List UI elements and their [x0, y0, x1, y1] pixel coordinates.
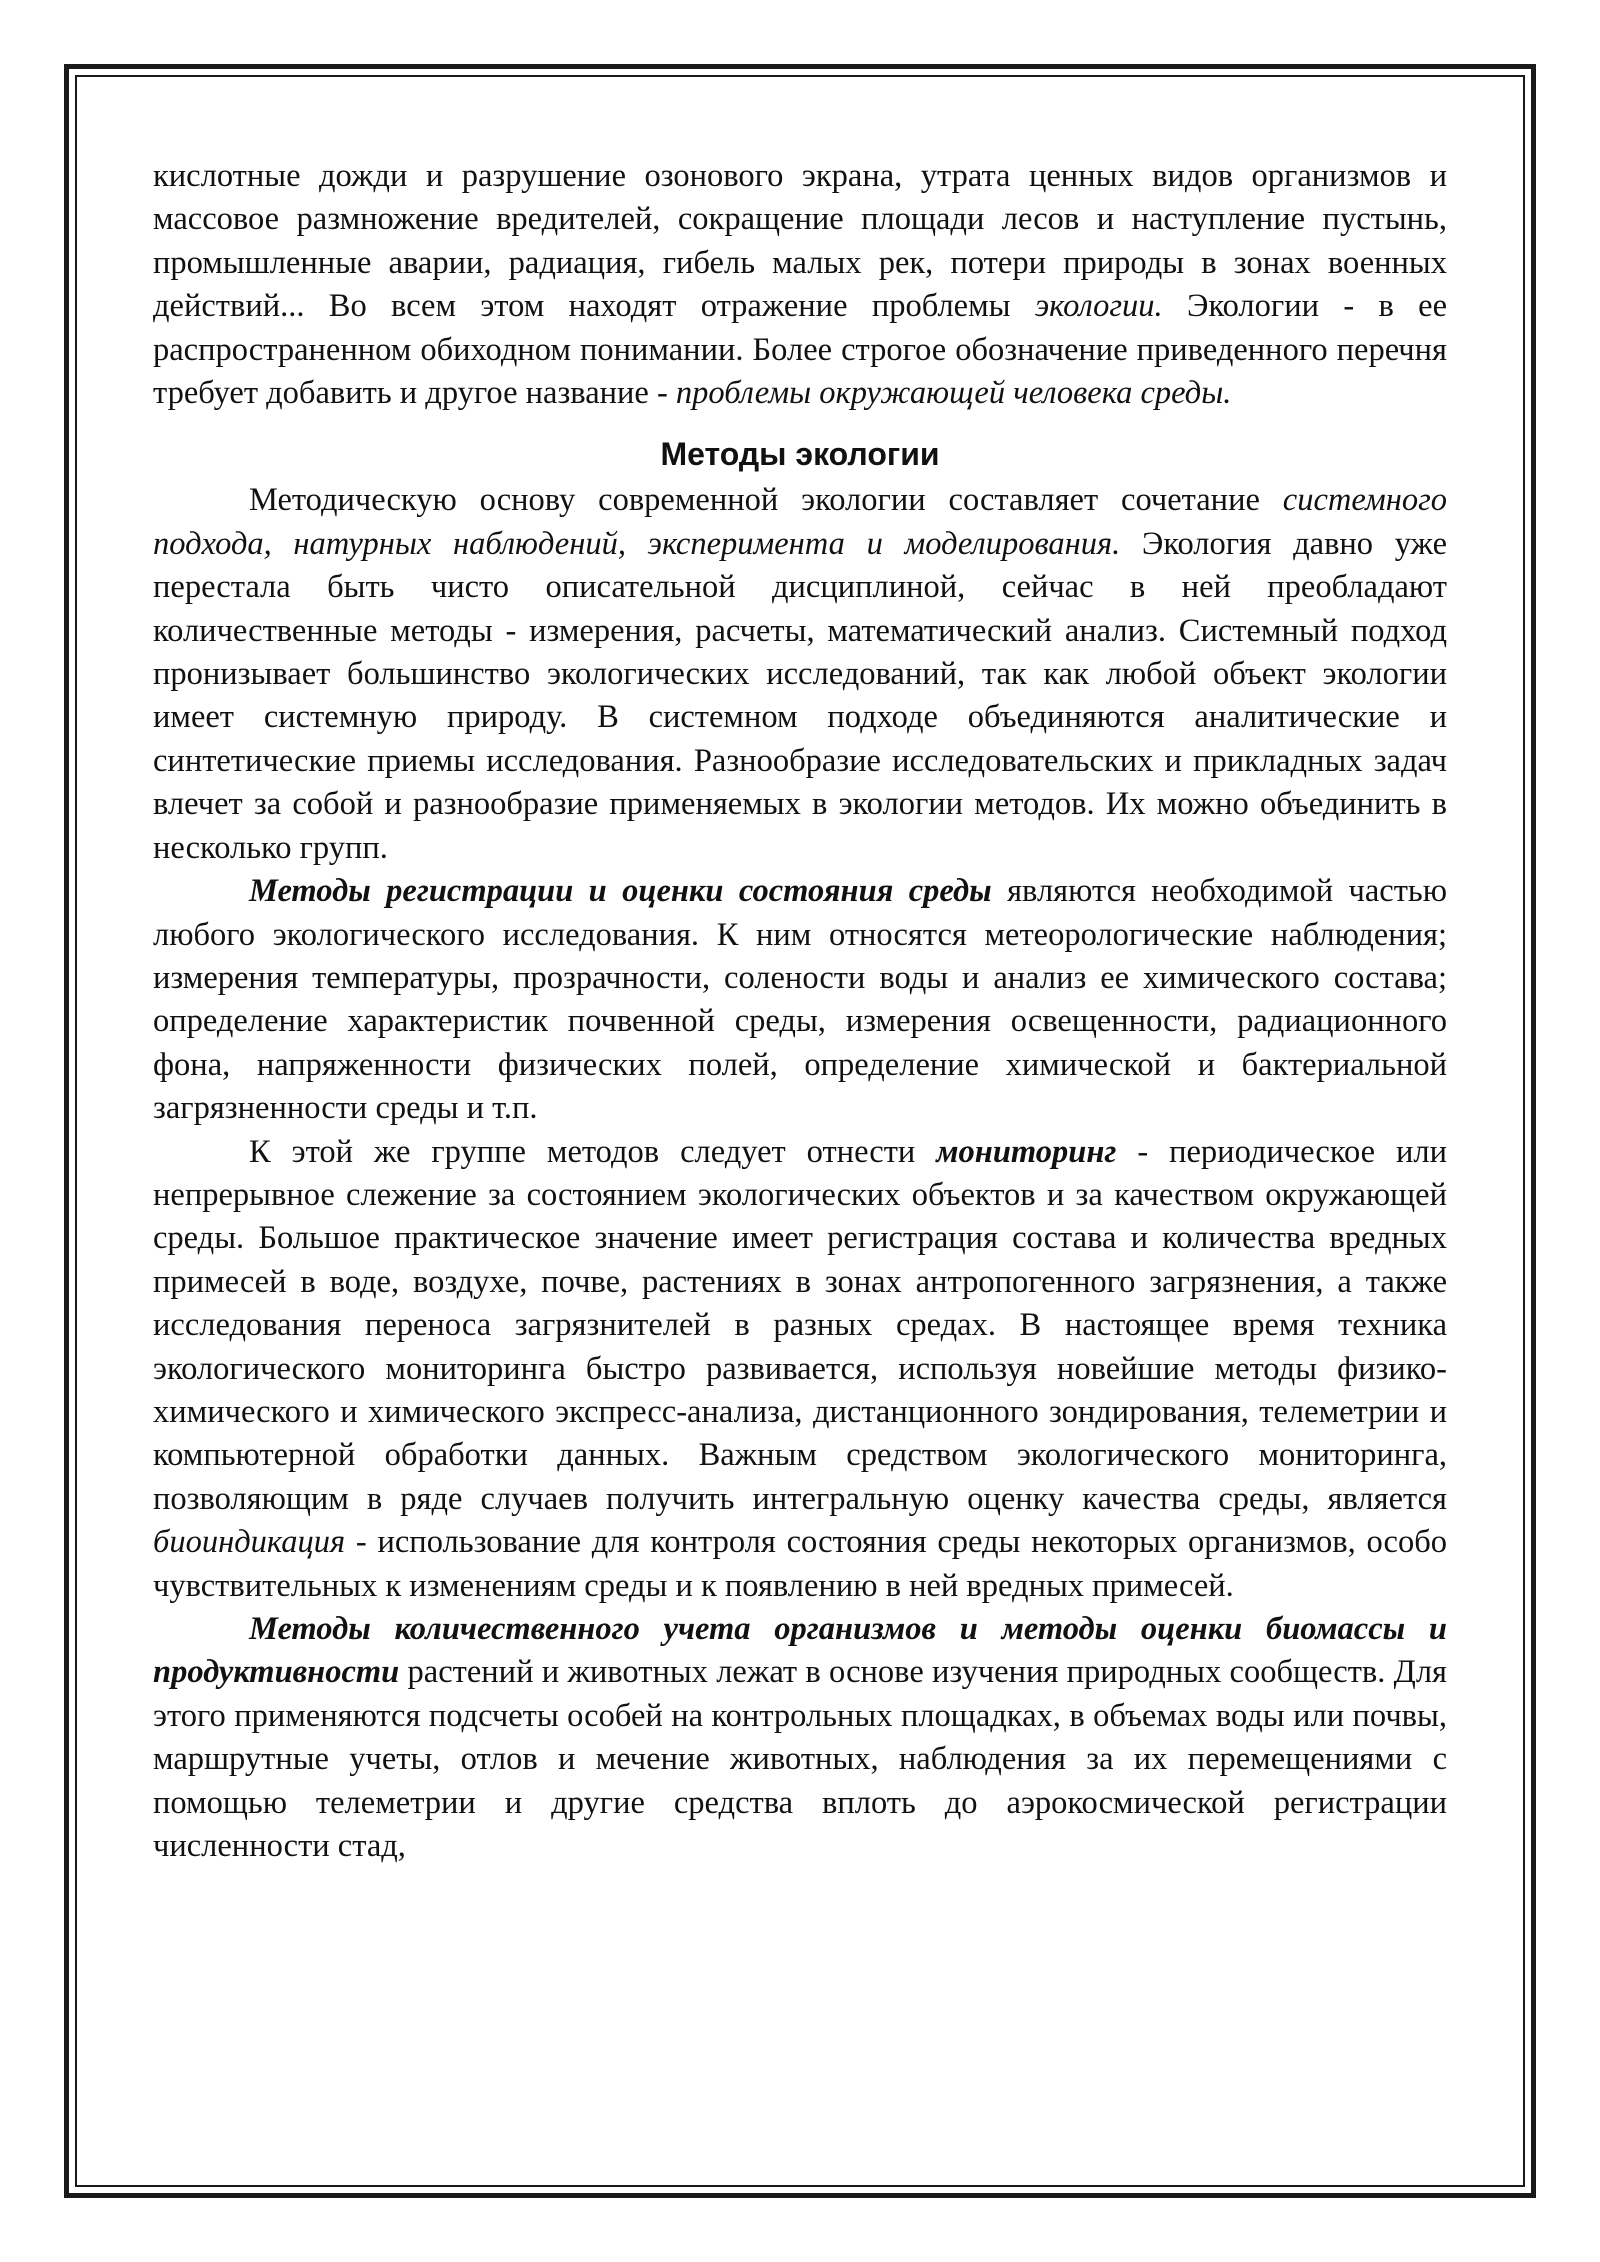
document-body: [153, 155, 1447, 1868]
section-heading: Методы экологии: [660, 436, 940, 473]
italic-term-bioindication: биоиндикация: [153, 1524, 346, 1561]
text-run: - использование для контроля состояния среды некоторых организмов, особо чувствительных к изменениям среды и к появлению в ней вредных примесей.: [153, 1524, 1447, 1604]
italic-term-ecology: экологии.: [1034, 288, 1163, 325]
bold-italic-term-quantitative: Методы количественного учета организмов и методы оценки биомассы и продуктивности: [153, 1611, 1447, 1691]
text-run: Экология давно уже перестала быть чисто описательной дисциплиной, сейчас в ней преобладают количественные методы - измерения, расчеты, математический анализ. Системный подход пронизывает большинство экологических исследований, так как любой объект экологии имеет системную природу. В системном подходе объединяются аналитические и синтетические приемы исследования. Разнообразие исследовательских и прикладных задач влечет за собой и разнообразие применяемых в экологии методов. Их можно объединить в несколько групп.: [153, 525, 1447, 866]
text-run: - периодическое или непрерывное слежение за состоянием экологических объектов и за качеством окружающей среды. Большое практическое значение имеет регистрация состава и количества вредных примесей в воде, воздухе, почве, растениях в зонах антропогенного загрязнения, а также исследования переноса загрязнителей в разных средах. В настоящее время техника экологического мониторинга быстро развивается, используя новейшие методы физико-химического и химического экспресс-анализа, дистанционного зондирования, телеметрии и компьютерной обработки данных. Важным средством экологического мониторинга, позволяющим в ряде случаев получить интегральную оценку качества среды, является: [153, 1133, 1447, 1517]
paragraph-registration-methods: [153, 870, 1447, 1130]
bold-italic-term-registration: Методы регистрации и оценки состояния среды: [249, 873, 992, 910]
italic-term-environment-problems: проблемы окружающей человека среды.: [675, 375, 1232, 412]
text-run: кислотные дожди и разрушение озонового экрана, утрата ценных видов организмов и массовое размножение вредителей, сокращение площади лесов и наступление пустынь, промышленные аварии, радиация, гибель малых рек, потери природы в зонах военных действий... Во всем этом находят отражение проблемы: [153, 158, 1447, 325]
paragraph-monitoring: [153, 1131, 1447, 1608]
paragraph-methodological-basis: [153, 479, 1447, 870]
paragraph-ecological-problems: [153, 155, 1447, 415]
paragraph-quantitative-methods: [153, 1608, 1447, 1868]
text-run: являются необходимой частью любого экологического исследования. К ним относятся метеорологические наблюдения; измерения температуры, прозрачности, солености воды и анализ ее химического состава; определение характеристик почвенной среды, измерения освещенности, радиационного фона, напряженности физических полей, определение химической и бактериальной загрязненности среды и т.п.: [153, 873, 1447, 1127]
bold-italic-term-monitoring: мониторинг: [936, 1133, 1117, 1170]
italic-term-methods: системного подхода, натурных наблюдений, эксперимента и моделирования.: [153, 482, 1447, 562]
text-run: Методическую основу современной экологии составляет сочетание: [249, 482, 1283, 519]
text-run: Экологии - в ее распространенном обиходном понимании. Более строгое обозначение приведенного перечня требует добавить и другое название -: [153, 288, 1447, 412]
text-run: К этой же группе методов следует отнести: [249, 1133, 937, 1170]
text-run: растений и животных лежат в основе изучения природных сообществ. Для этого применяются подсчеты особей на контрольных площадках, в объемах воды или почвы, маршрутные учеты, отлов и мечение животных, наблюдения за их перемещениями с помощью телеметрии и другие средства вплоть до аэрокосмической регистрации численности стад,: [153, 1654, 1447, 1865]
